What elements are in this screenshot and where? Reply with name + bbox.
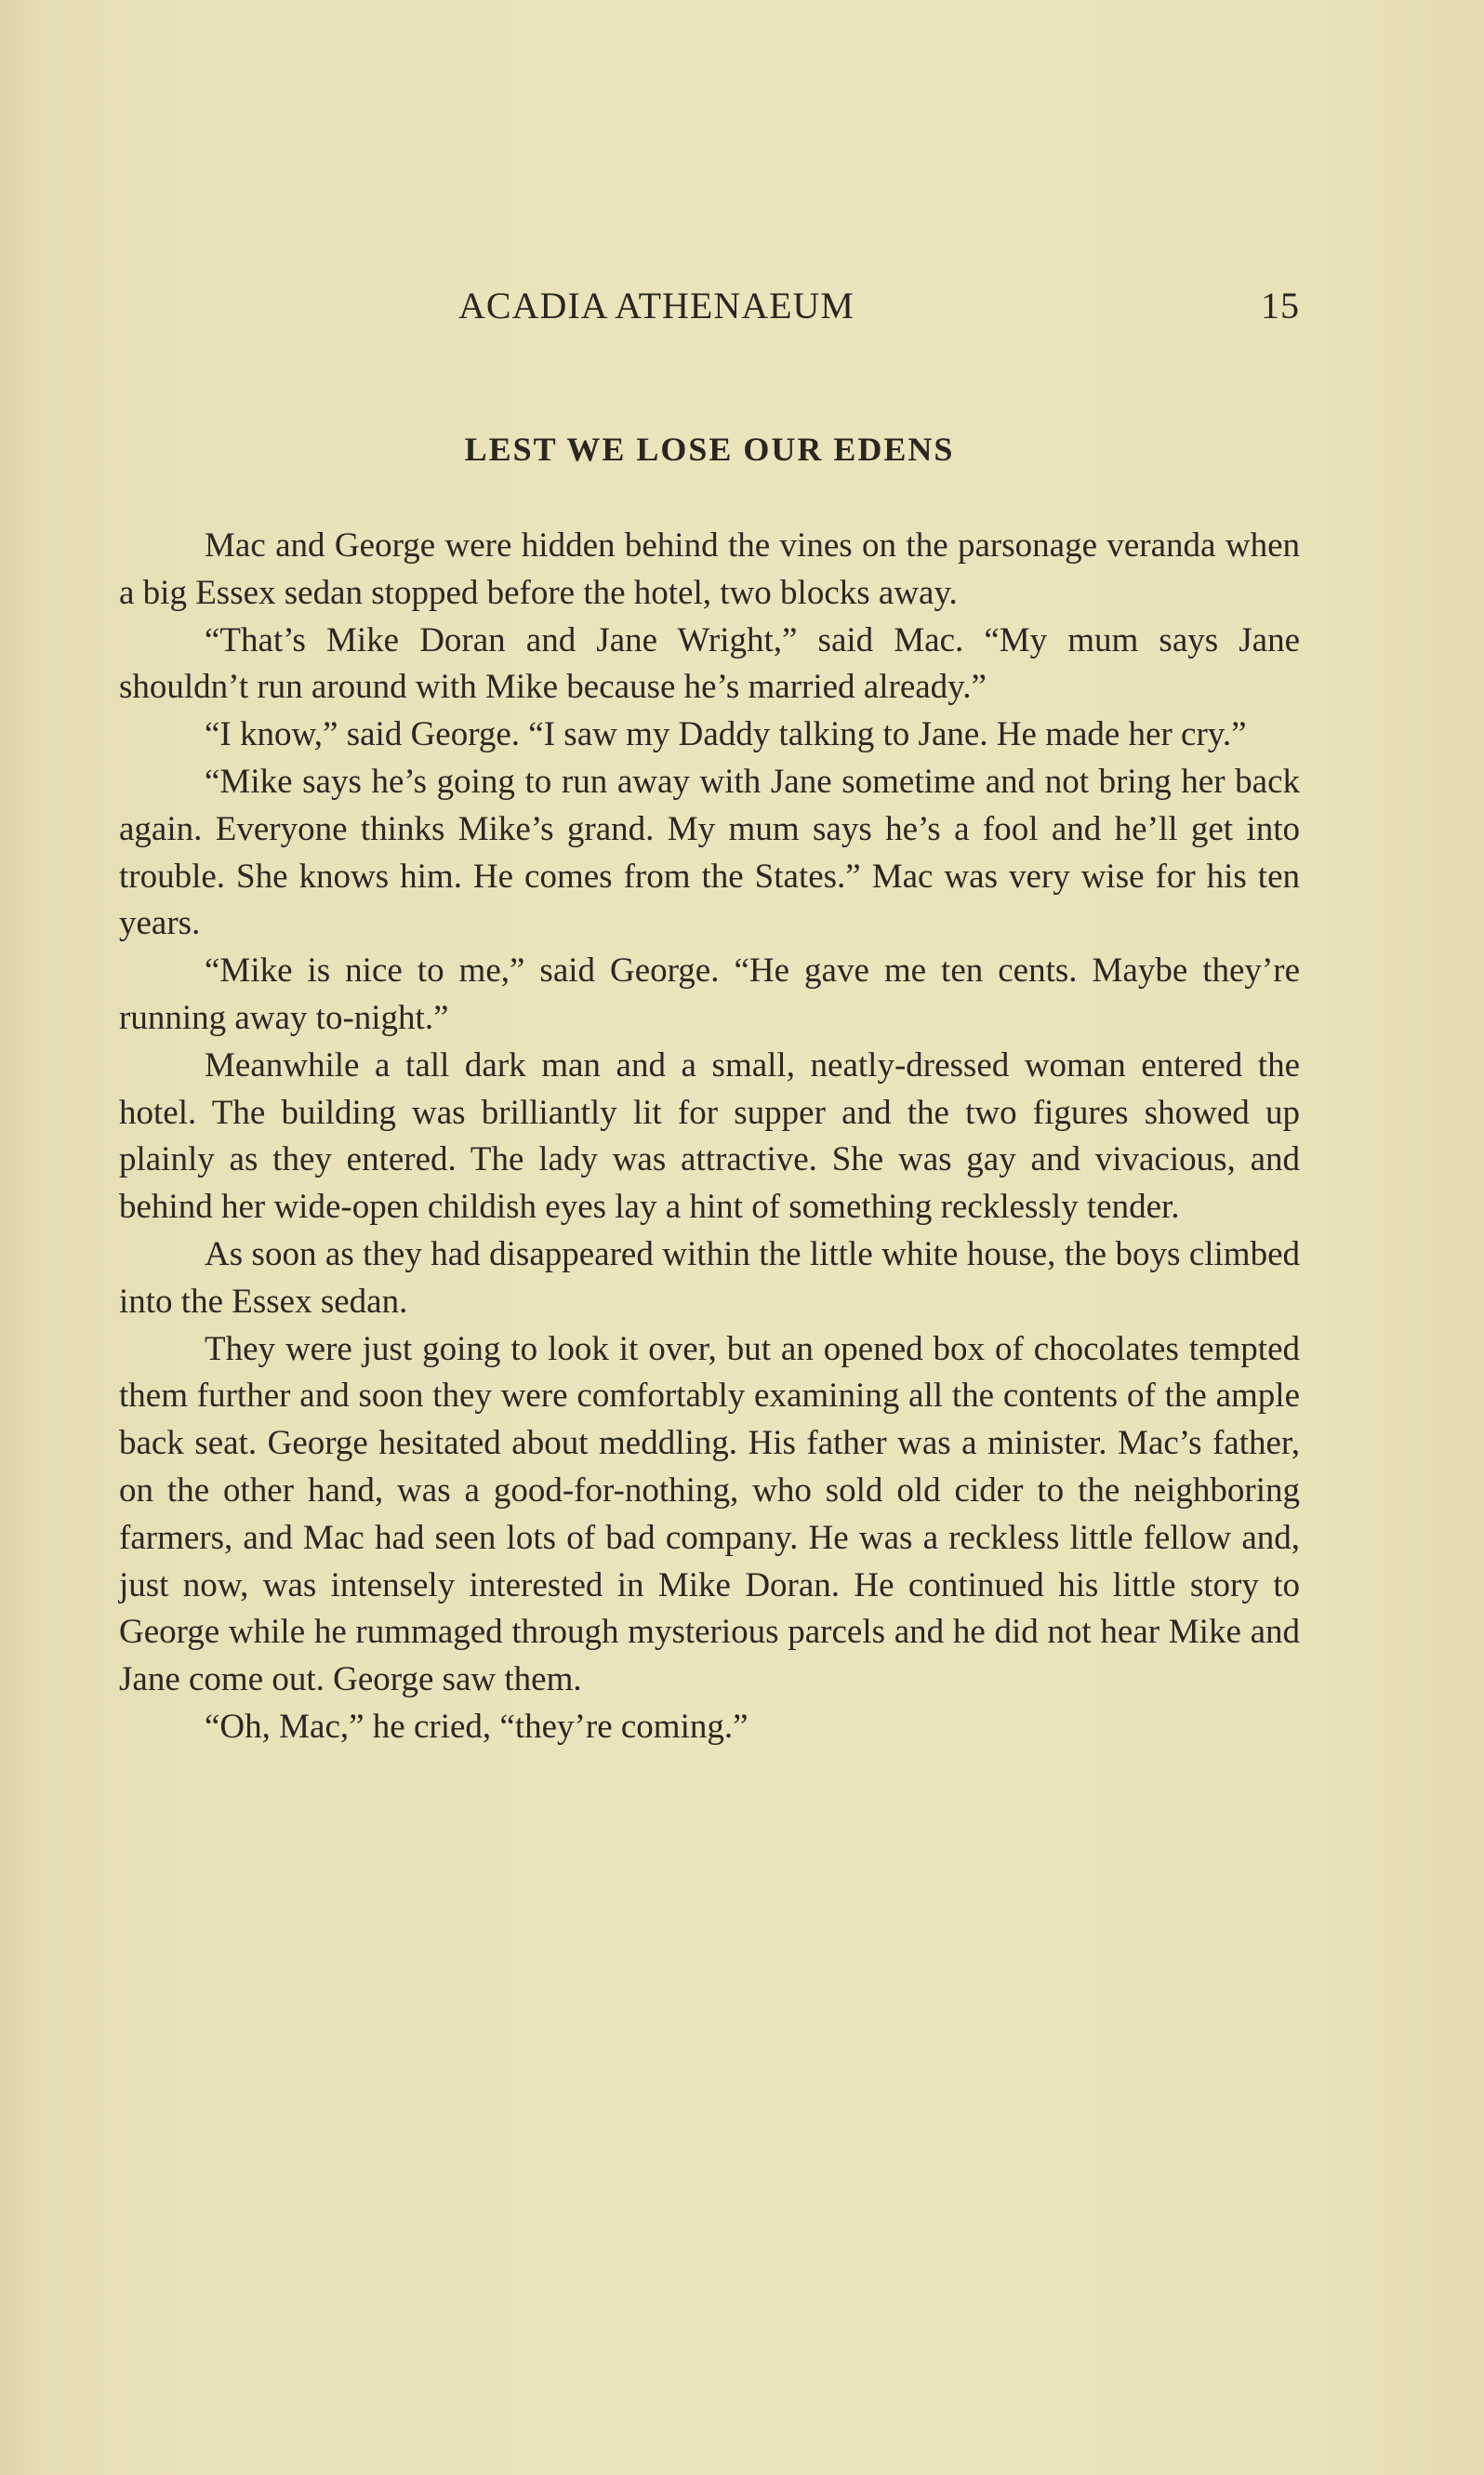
paragraph: “Mike is nice to me,” said George. “He gave me ten cents. Maybe they’re running away to-night.” (119, 951, 1300, 1037)
paragraph: “Mike says he’s going to run away with Jane sometime and not bring her back again. Everyone thinks Mike’s grand. My mum says he’s a fool and he’ll get into trouble. She knows him. He comes from the States.” Mac was very wise for his ten years. (119, 762, 1300, 943)
paragraph: Mac and George were hidden behind the vines on the parsonage veranda when a big Essex sedan stopped before the hotel, two blocks away. (119, 526, 1300, 612)
journal-title: ACADIA ATHENAEUM (458, 285, 855, 326)
page-number: 15 (1261, 285, 1300, 326)
paragraph: “I know,” said George. “I saw my Daddy talking to Jane. He made her cry.” (205, 715, 1247, 754)
running-head (119, 284, 1300, 339)
paragraph: “Oh, Mac,” he cried, “they’re coming.” (205, 1707, 749, 1746)
paragraph: As soon as they had disappeared within the little white house, the boys climbed into the Essex sedan. (119, 1234, 1300, 1321)
paragraph: Meanwhile a tall dark man and a small, neatly-dressed woman entered the hotel. The building was brilliantly lit for supper and the two figures showed up plainly as they entered. The lady was attractive. She was gay and vivacious, and behind her wide-open childish eyes lay a hint of something recklessly tender. (119, 1045, 1300, 1227)
article-title: LEST WE LOSE OUR EDENS (464, 431, 955, 468)
article-body (119, 523, 1300, 1751)
paragraph: They were just going to look it over, but an opened box of chocolates tempted them further and soon they were comfortably examining all the contents of the ample back seat. George hesitated about meddling. His father was a minister. Mac’s father, on the other hand, was a good-for-nothing, who sold old cider to the neighboring farmers, and Mac had seen lots of bad company. He was a reckless little fellow and, just now, was intensely interested in Mike Doran. He continued his little story to George while he rummaged through mysterious parcels and he did not hear Mike and Jane come out. George saw them. (119, 1329, 1300, 1699)
paragraph: “That’s Mike Doran and Jane Wright,” said Mac. “My mum says Jane shouldn’t run around with Mike because he’s married already.” (119, 620, 1300, 707)
